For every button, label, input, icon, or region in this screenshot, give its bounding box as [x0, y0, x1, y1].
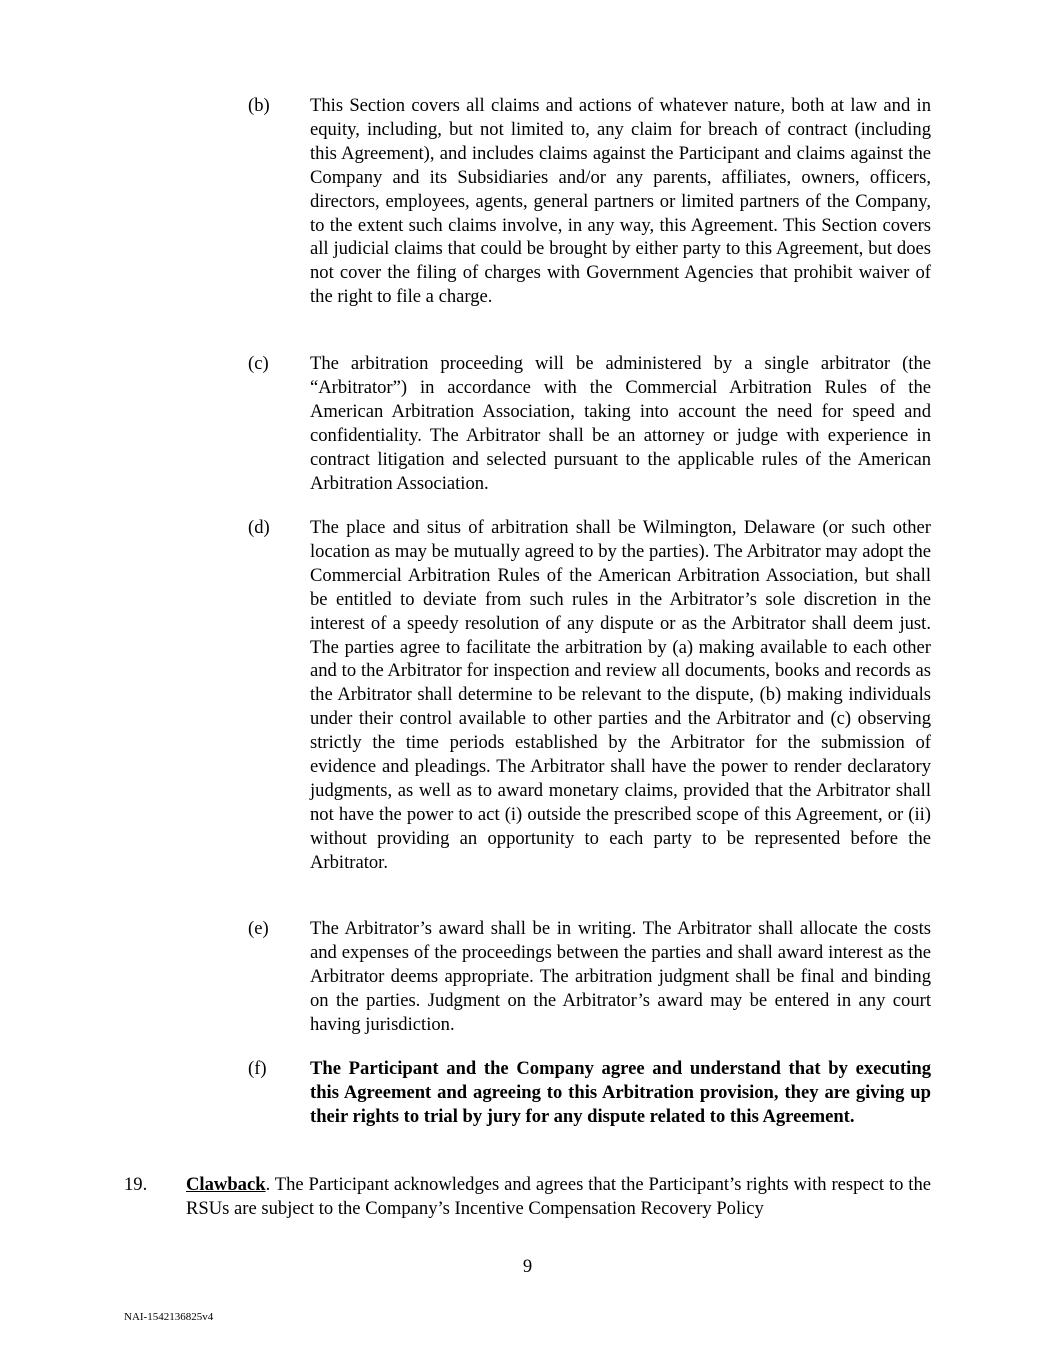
clause-text: The arbitration proceeding will be administered by a single arbitrator (the “Arbitrator”) in accordance with the Commercial Arbitration Rules of the American Arbitration Association, taking into account the need for speed and confidentiality. The Arbitrator shall be an attorney or judge with experience in contract litigation and selected pursuant to the applicable rules of the American Arbitration Association.	[310, 353, 931, 494]
clause-label: (d)	[248, 517, 270, 538]
clause-label: (f)	[248, 1058, 267, 1079]
clause-f	[248, 1057, 931, 1129]
clause-label: (c)	[248, 353, 269, 374]
section-19	[124, 1173, 931, 1221]
clause-text: This Section covers all claims and actions of whatever nature, both at law and in equity, including, but not limited to, any claim for breach of contract (including this Agreement), and includes claims against the Participant and claims against the Company and its Subsidiaries and/or any parents, affiliates, owners, officers, directors, employees, agents, general partners or limited partners of the Company, to the extent such claims involve, in any way, this Agreement. This Section covers all judicial claims that could be brought by either party to this Agreement, but does not cover the filing of charges with Government Agencies that prohibit waiver of the right to file a charge.	[310, 95, 931, 308]
section-number: 19.	[124, 1174, 148, 1195]
clause-label: (b)	[248, 95, 270, 116]
section-text: . The Participant acknowledges and agrees that the Participant’s rights with respect to the RSUs are subject to the Company’s Incentive Compensation Recovery Policy	[186, 1174, 931, 1219]
clause-text: The Arbitrator’s award shall be in writing. The Arbitrator shall allocate the costs and expenses of the proceedings between the parties and shall award interest as the Arbitrator deems appropriate. The arbitration judgment shall be final and binding on the parties. Judgment on the Arbitrator’s award may be entered in any court having jurisdiction.	[310, 918, 931, 1035]
page-number: 9	[522, 1256, 533, 1277]
clause-text: The Participant and the Company agree and understand that by executing this Agreement and agreeing to this Arbitration provision, they are giving up their rights to trial by jury for any dispute related to this Agreement.	[310, 1058, 931, 1127]
clause-b	[248, 94, 931, 309]
clause-label: (e)	[248, 918, 269, 939]
section-body	[186, 1173, 931, 1221]
document-id: NAI-1542136825v4	[124, 1311, 214, 1323]
clause-text: The place and situs of arbitration shall be Wilmington, Delaware (or such other location as may be mutually agreed to by the parties). The Arbitrator may adopt the Commercial Arbitration Rules of the American Arbitration Association, but shall be entitled to deviate from such rules in the Arbitrator’s sole discretion in the interest of a speedy resolution of any dispute or as the Arbitrator shall deem just. The parties agree to facilitate the arbitration by (a) making available to each other and to the Arbitrator for inspection and review all documents, books and records as the Arbitrator shall determine to be relevant to the dispute, (b) making individuals under their control available to other parties and the Arbitrator and (c) observing strictly the time periods established by the Arbitrator for the submission of evidence and pleadings. The Arbitrator shall have the power to render declaratory judgments, as well as to award monetary claims, provided that the Arbitrator shall not have the power to act (i) outside the prescribed scope of this Agreement, or (ii) without providing an opportunity to each party to be represented before the Arbitrator.	[310, 517, 931, 873]
clause-d	[248, 516, 931, 875]
clause-c	[248, 352, 931, 495]
clause-e	[248, 917, 931, 1037]
section-heading: Clawback	[186, 1174, 266, 1195]
